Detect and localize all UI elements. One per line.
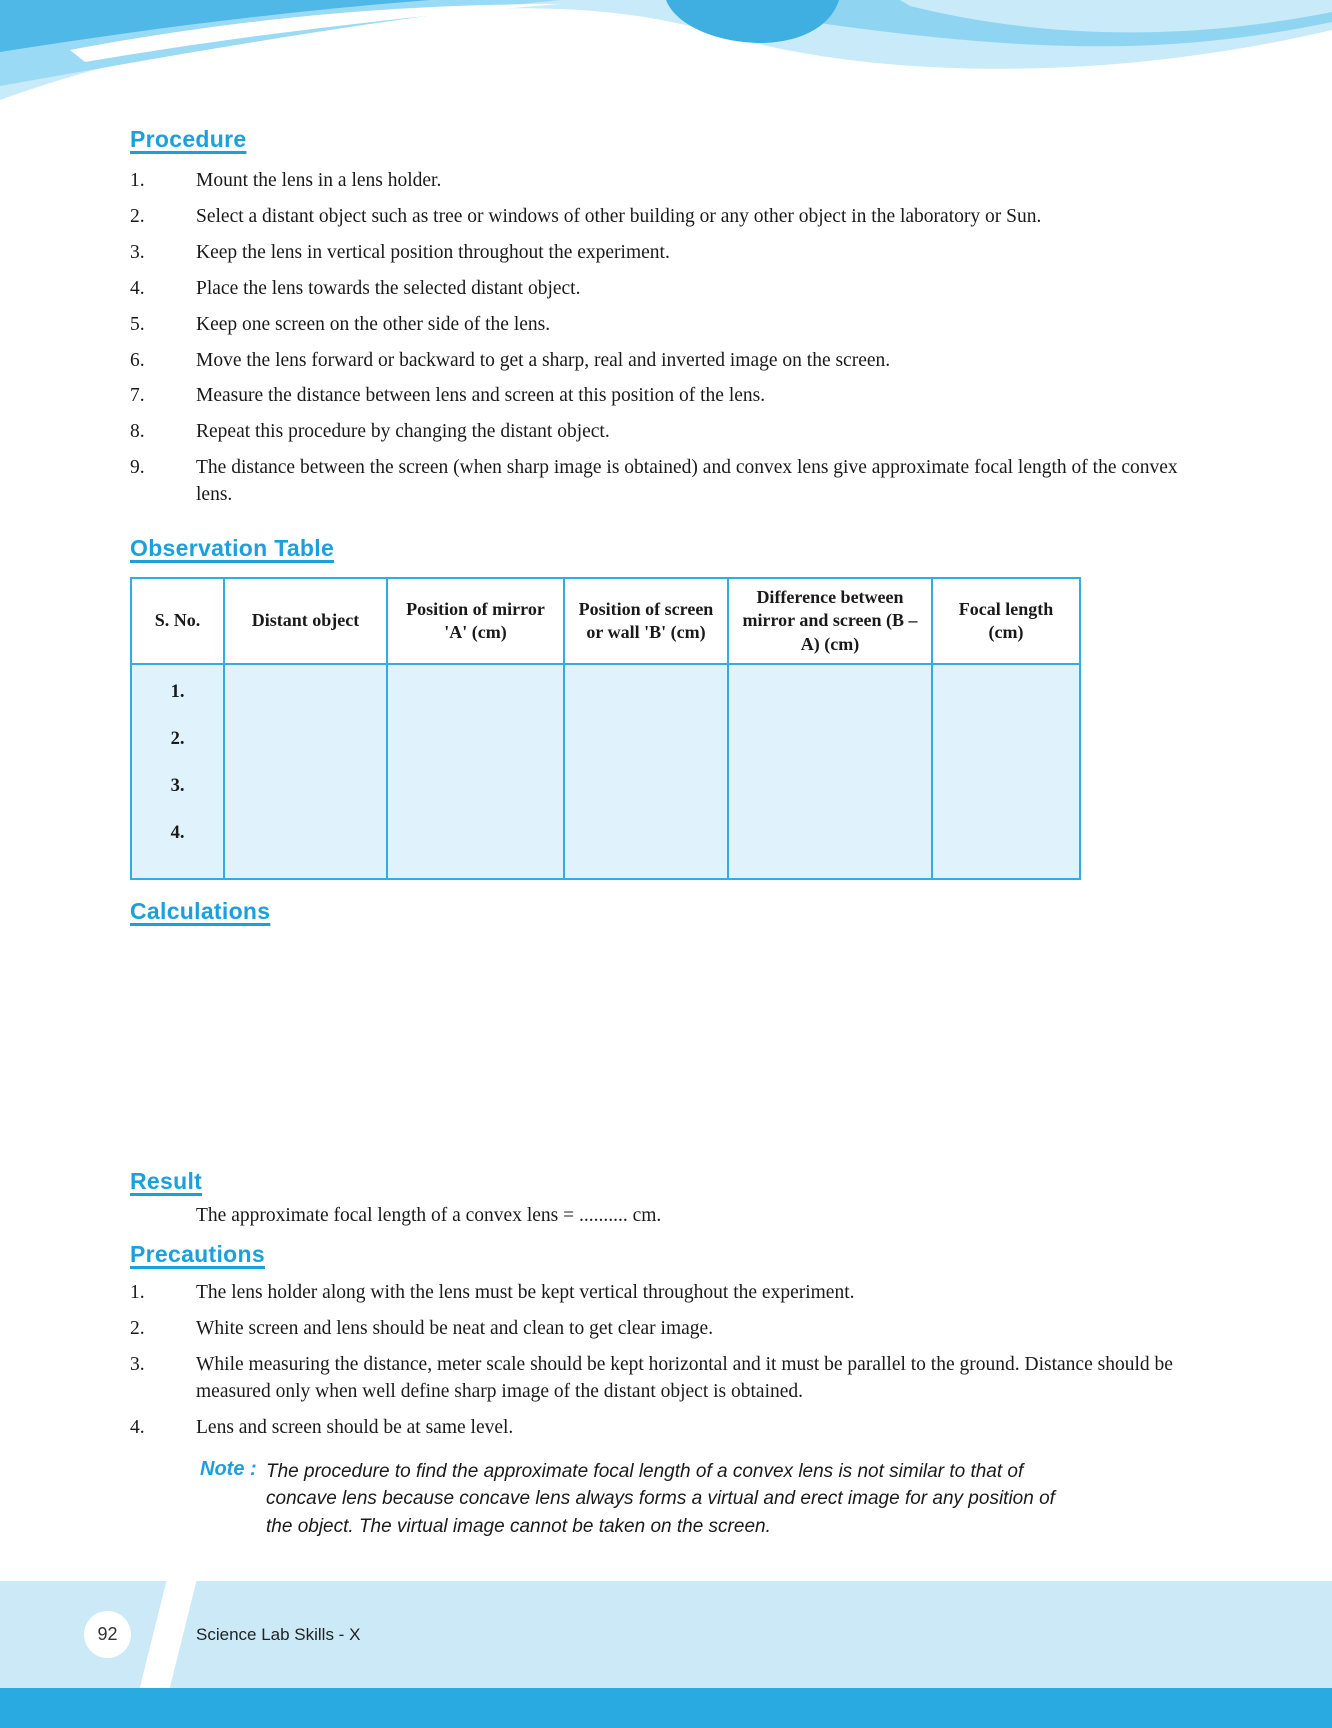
item-number: 5. (130, 313, 145, 335)
precaution-item (130, 1352, 1210, 1406)
note-label: Note : (200, 1457, 257, 1480)
table-body-row (131, 664, 1080, 879)
precautions-heading: Precautions (130, 1241, 265, 1268)
procedure-item (130, 276, 1210, 303)
row-label: 2. (170, 729, 185, 750)
item-number: 4. (130, 277, 145, 299)
procedure-item (130, 419, 1210, 446)
table-header-position-screen: Position of screen or wall 'B' (cm) (564, 578, 728, 664)
procedure-item (130, 348, 1210, 375)
item-number: 8. (130, 421, 145, 443)
page-number-badge (84, 1611, 131, 1658)
row-label: 4. (170, 823, 185, 844)
result-text: The approximate focal length of a convex lens = .......... cm. (196, 1205, 662, 1227)
item-text: Measure the distance between lens and screen at this position of the lens. (196, 385, 766, 407)
note-block (200, 1458, 1210, 1541)
item-text: Mount the lens in a lens holder. (196, 170, 442, 191)
precautions-list (130, 1280, 1210, 1442)
item-text: Keep the lens in vertical position throughout the experiment. (196, 241, 670, 263)
item-number: 3. (130, 241, 145, 263)
footer (0, 1581, 1332, 1688)
procedure-item (130, 240, 1210, 267)
item-text: Place the lens towards the selected distant object. (196, 277, 581, 299)
footer-text: Science Lab Skills - X (196, 1624, 361, 1644)
item-text: Lens and screen should be at same level. (196, 1416, 514, 1438)
table-header-difference: Difference between mirror and screen (B – A) (cm) (728, 578, 932, 664)
footer-bottom-bar (0, 1688, 1332, 1728)
note-text: The procedure to find the approximate focal length of a convex lens is not similar to that of concave lens because concave lens always forms a virtual and erect image for any position of the object. The virtual image cannot be taken on the screen. (266, 1460, 1055, 1537)
item-number: 2. (130, 205, 145, 227)
observation-table (130, 577, 1081, 880)
item-text: White screen and lens should be neat and clean to get clear image. (196, 1317, 714, 1339)
table-empty-cell-position-mirror (387, 664, 564, 879)
precaution-item (130, 1316, 1210, 1343)
table-header-position-mirror: Position of mirror 'A' (cm) (387, 578, 564, 664)
page-number: 92 (97, 1624, 118, 1644)
item-number: 9. (130, 457, 145, 479)
row-label: 1. (170, 682, 185, 703)
precaution-item (130, 1280, 1210, 1307)
procedure-list (130, 168, 1210, 509)
item-number: 3. (130, 1353, 145, 1375)
item-text: While measuring the distance, meter scale should be kept horizontal and it must be parallel to the ground. Distance should be measured only when well define sharp image of the distant object is obtained. (196, 1353, 1173, 1402)
item-number: 7. (130, 385, 145, 407)
result-heading: Result (130, 1168, 203, 1195)
item-number: 4. (130, 1416, 145, 1438)
item-text: Move the lens forward or backward to get a sharp, real and inverted image on the screen. (196, 349, 891, 371)
table-empty-cell-focal-length (932, 664, 1080, 879)
procedure-item (130, 312, 1210, 339)
item-text: The lens holder along with the lens must be kept vertical throughout the experiment. (196, 1282, 855, 1304)
observation-table-heading: Observation Table (130, 535, 335, 562)
procedure-heading: Procedure (130, 126, 247, 152)
item-text: Keep one screen on the other side of the lens. (196, 313, 551, 335)
item-text: The distance between the screen (when sharp image is obtained) and convex lens give approximate focal length of the convex lens. (196, 457, 1178, 506)
row-label: 3. (170, 776, 185, 797)
table-header-row (131, 578, 1080, 664)
procedure-item (130, 204, 1210, 231)
procedure-item (130, 383, 1210, 410)
item-text: Select a distant object such as tree or windows of other building or any other object in the laboratory or Sun. (196, 205, 1042, 227)
item-number: 2. (130, 1317, 145, 1339)
table-header-focal-length: Focal length (cm) (932, 578, 1080, 664)
calculations-workspace (130, 940, 1210, 1168)
table-empty-cell-distant-object (224, 664, 387, 879)
table-empty-cell-difference (728, 664, 932, 879)
table-header-distant-object: Distant object (224, 578, 387, 664)
table-sno-column (131, 664, 224, 879)
calculations-heading: Calculations (130, 898, 271, 925)
precaution-item (130, 1415, 1210, 1442)
procedure-item (130, 168, 1210, 195)
item-number: 1. (130, 1282, 145, 1304)
item-number: 6. (130, 349, 145, 371)
page-content (130, 126, 1210, 1540)
table-empty-cell-position-screen (564, 664, 728, 879)
item-text: Repeat this procedure by changing the distant object. (196, 421, 610, 443)
footer-diagonal-stripe (135, 1581, 200, 1688)
header-wave-decoration (0, 0, 1332, 120)
procedure-item (130, 455, 1210, 509)
table-header-sno: S. No. (131, 578, 224, 664)
item-number: 1. (130, 170, 145, 191)
